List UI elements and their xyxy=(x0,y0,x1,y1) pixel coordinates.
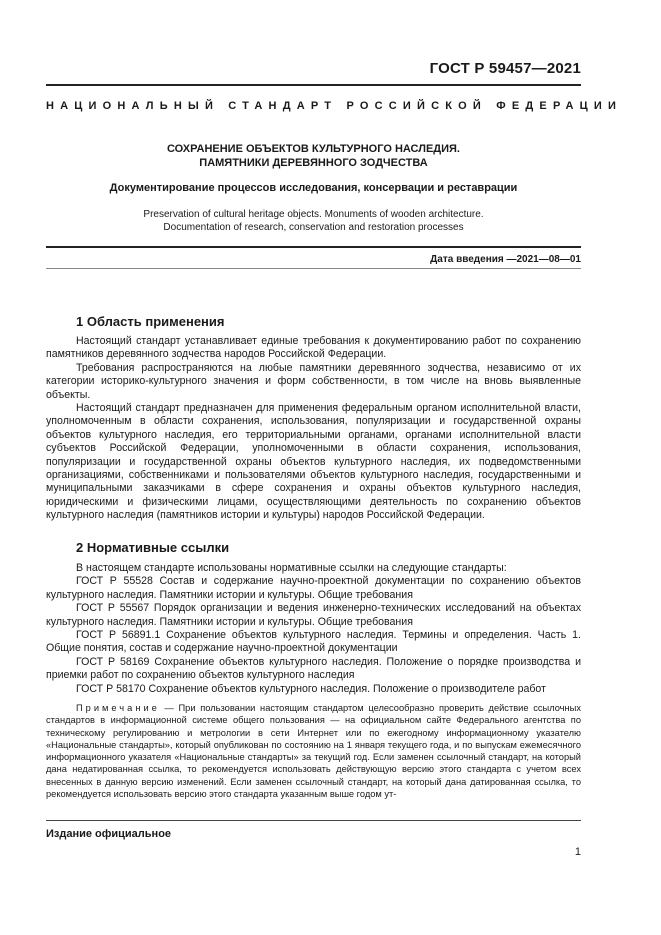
reference-item: ГОСТ Р 58170 Сохранение объектов культурного наследия. Положение о производителе работ xyxy=(76,682,546,695)
section-1-body xyxy=(46,335,581,523)
paragraph: Настоящий стандарт предназначен для применения федеральным органом исполнительной власти, уполномоченным в области сохранения, использования, популяризации и государственной охраны объектов культурного наследия, его территориальными органами, органами исполнительной власти субъектов Российской Федерации, уполномоченными в области сохранения, использования, популяризации и государственной охраны объектов культурного наследия, их подведомственными организациями, собственниками и пользователями объектов культурного наследия, государственными и муниципальными заказчиками в сфере сохранения и охраны объектов культурного наследия, юридическими и физическими лицами, осуществляющими деятельность по сохранению объектов культурного наследия (памятников истории и культуры) народов Российской Федерации. xyxy=(46,402,581,522)
document-subtitle: Документирование процессов исследования, консервации и реставрации xyxy=(109,182,518,194)
document-code: ГОСТ Р 59457—2021 xyxy=(429,60,581,77)
note-label: Примечание xyxy=(76,703,160,713)
footer-rule xyxy=(46,820,581,821)
title-line-2: ПАМЯТНИКИ ДЕРЕВЯННОГО ЗОДЧЕСТВА xyxy=(199,157,428,169)
document-title xyxy=(46,142,581,170)
note xyxy=(46,702,581,800)
page-number: 1 xyxy=(574,846,581,858)
national-standard-banner: НАЦИОНАЛЬНЫЙ СТАНДАРТ РОССИЙСКОЙ ФЕДЕРАЦИИ xyxy=(46,100,623,112)
reference-item: ГОСТ Р 58169 Сохранение объектов культурного наследия. Положение о порядке производства и приемки работ по сохранению объектов культурного наследия xyxy=(46,655,581,682)
section-1-heading: 1 Область применения xyxy=(76,314,225,329)
english-title-line-2: Documentation of research, conservation and restoration processes xyxy=(163,222,464,233)
reference-item: ГОСТ Р 55567 Порядок организации и ведения инженерно-технических исследований на объектах культурного наследия. Памятники истории и культуры. Общие требования xyxy=(46,602,581,628)
reference-item: ГОСТ Р 55528 Состав и содержание научно-проектной документации по сохранению объектов культурного наследия. Памятники истории и культуры. Общие требования xyxy=(46,575,581,601)
title-line-1: СОХРАНЕНИЕ ОБЪЕКТОВ КУЛЬТУРНОГО НАСЛЕДИЯ. xyxy=(167,143,460,155)
english-title xyxy=(46,208,581,234)
english-title-line-1: Preservation of cultural heritage objects. Monuments of wooden architecture. xyxy=(143,209,484,220)
date-rule xyxy=(46,268,581,269)
note-text: — При пользовании настоящим стандартом целесообразно проверить действие ссылочных стандартов в информационной системе общего пользования — на официальном сайте Федерального агентства по техническому регулированию и метрологии в сети Интернет или по ежегодному информационному указателю «Национальные стандарты», который опубликован по состоянию на 1 января текущего года, и по выпускам ежемесячного информационного указателя «Национальные стандарты» за текущий год. Если заменен ссылочный стандарт, на который дана недатированная ссылка, то рекомендуется использовать действующую версию этого стандарта с учетом всех внесенных в данную версию изменений. Если заменен ссылочный стандарт, на который дана датированная ссылка, то рекомендуется использовать версию этого стандарта указанным выше годом ут- xyxy=(46,703,581,800)
paragraph: Требования распространяются на любые памятники деревянного зодчества, независимо от их категории историко-культурного значения и форм собственности, в том числе на вновь выявленные объекты. xyxy=(46,361,581,401)
title-rule xyxy=(46,246,581,248)
reference-item: ГОСТ Р 56891.1 Сохранение объектов культурного наследия. Термины и определения. Часть 1. Общие понятия, состав и содержание научно-проектной документации xyxy=(46,629,581,655)
paragraph: Настоящий стандарт устанавливает единые требования к документированию работ по сохранению памятников деревянного зодчества народов Российской Федерации. xyxy=(46,335,581,361)
paragraph: В настоящем стандарте использованы нормативные ссылки на следующие стандарты: xyxy=(76,562,507,574)
section-2-heading: 2 Нормативные ссылки xyxy=(76,540,230,555)
top-rule xyxy=(46,84,581,86)
section-2-body xyxy=(46,562,581,696)
edition-label: Издание официальное xyxy=(46,828,172,840)
introduction-date: Дата введения —2021—08—01 xyxy=(430,254,581,265)
